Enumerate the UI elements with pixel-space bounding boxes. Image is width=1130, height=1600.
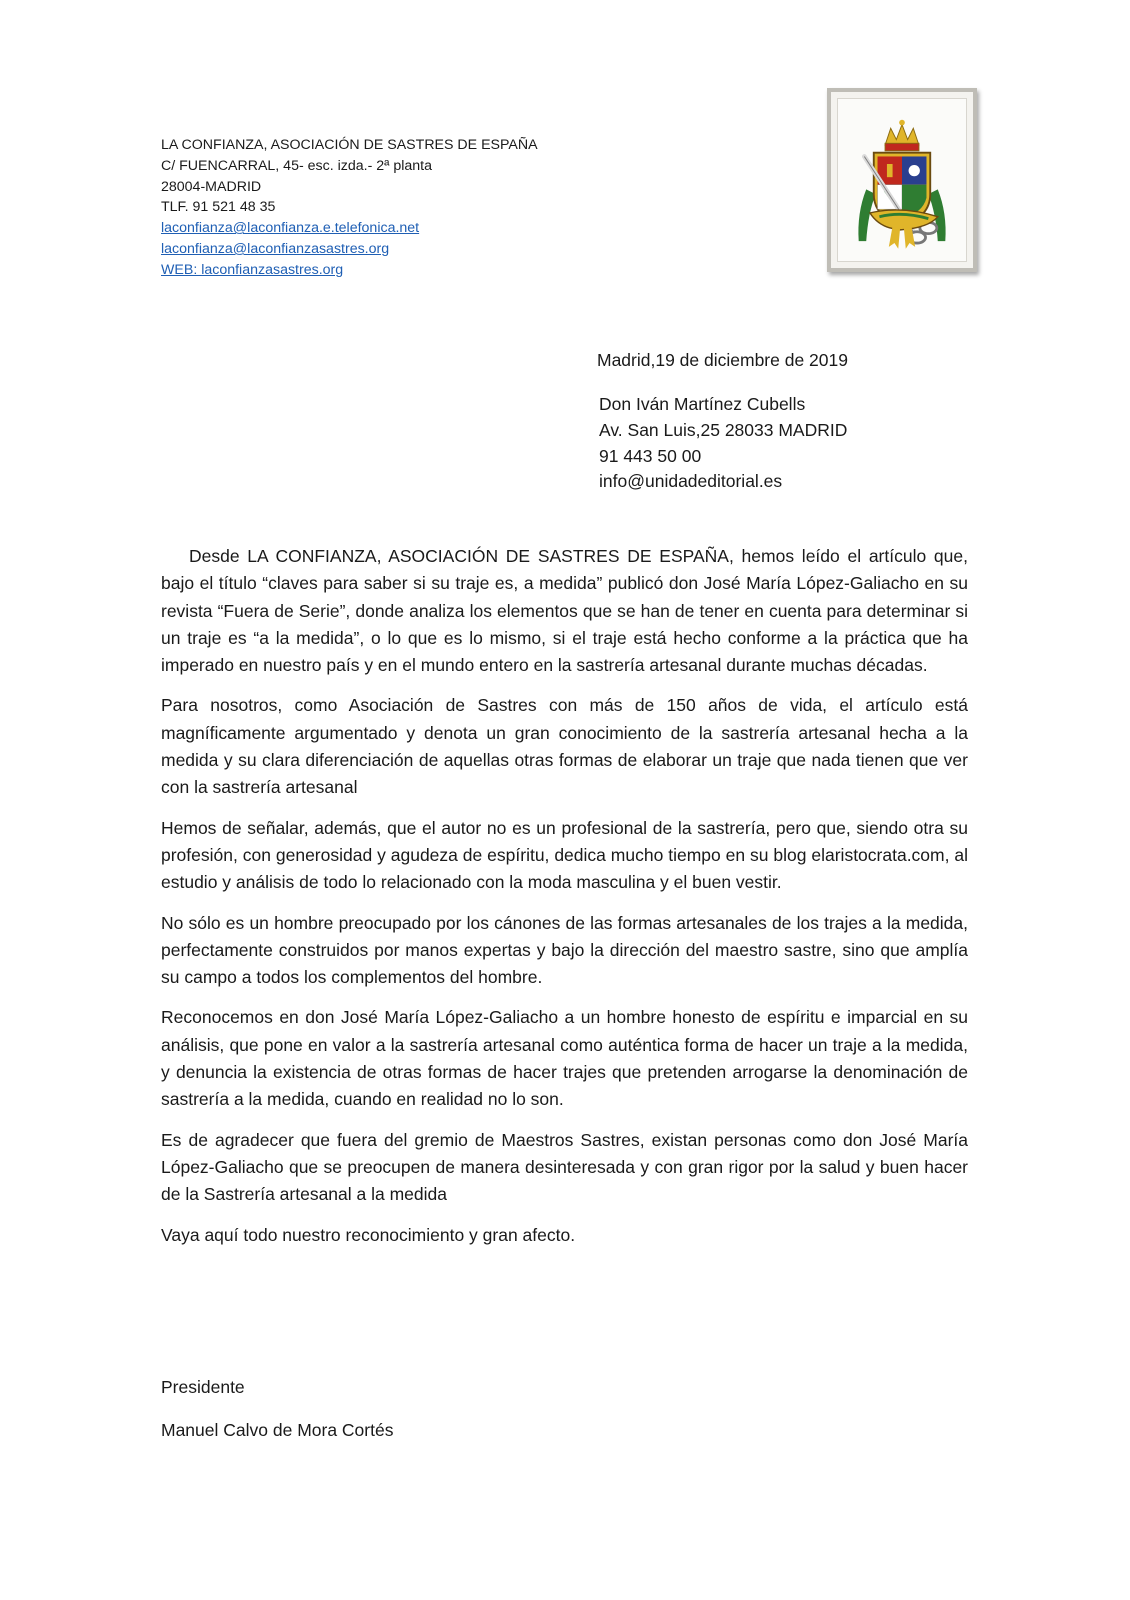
sender-web-link[interactable]: WEB: laconfianzasastres.org — [161, 261, 344, 278]
recipient-phone: 91 443 50 00 — [599, 445, 702, 466]
letter-body — [161, 543, 968, 1262]
body-paragraph: Para nosotros, como Asociación de Sastres con más de 150 años de vida, el artículo está magníficamente argumentado y denota un gran conocimiento de la sastrería artesanal hecha a la medida y su clara diferenciación de aquellas otras formas de elaborar un traje que nada tienen que ver con la sastrería artesanal — [161, 695, 968, 798]
emblem-frame — [827, 88, 977, 272]
body-paragraph: Es de agradecer que fuera del gremio de Maestros Sastres, existan personas como don José María López-Galiacho que se preocupen de manera desinteresada y con gran rigor por la salud y buen hacer de la Sastrería artesanal a la medida — [161, 1129, 968, 1205]
recipient-address: Av. San Luis,25 28033 MADRID — [599, 419, 848, 440]
recipient-block — [599, 392, 847, 495]
sender-city: 28004-MADRID — [161, 178, 262, 195]
body-paragraph: Reconocemos en don José María López-Galiacho a un hombre honesto de espíritu e imparcial en su análisis, que pone en valor a la sastrería artesanal como auténtica forma de hacer un traje a la medida, y denuncia la existencia de otras formas de hacer trajes que pretenden arrogarse la denominación de sastrería a la medida, cuando en realidad no lo son. — [161, 1007, 968, 1110]
body-paragraph: Hemos de señalar, además, que el autor no es un profesional de la sastrería, pero que, siendo otra su profesión, con generosidad y agudeza de espíritu, dedica mucho tiempo en su blog elaristocrata.com, al estudio y análisis de todo lo relacionado con la moda masculina y el buen vestir. — [161, 817, 968, 893]
sender-block — [161, 135, 538, 281]
body-paragraph: No sólo es un hombre preocupado por los cánones de las formas artesanales de los trajes a la medida, perfectamente construidos por manos expertas y bajo la dirección del maestro sastre, sino que amplía su campo a todos los complementos del hombre. — [161, 912, 968, 988]
body-paragraph: Desde LA CONFIANZA, ASOCIACIÓN DE SASTRES DE ESPAÑA, hemos leído el artículo que, bajo el título “claves para saber si su traje es, a medida” publicó don José María López-Galiacho en su revista “Fuera de Serie”, donde analiza los elementos que se han de tener en cuenta para determinar si un traje es “a la medida”, o lo que es lo mismo, si el traje está hecho conforme a la práctica que ha imperado en nuestro país y en el mundo entero en la sastrería artesanal durante muchas décadas. — [161, 546, 968, 676]
recipient-name: Don Iván Martínez Cubells — [599, 394, 806, 414]
body-paragraph: Vaya aquí todo nuestro reconocimiento y gran afecto. — [161, 1224, 576, 1245]
signatory-name: Manuel Calvo de Mora Cortés — [161, 1420, 394, 1440]
sender-address: C/ FUENCARRAL, 45- esc. izda.- 2ª planta — [161, 157, 432, 174]
sender-email-link-2[interactable]: laconfianza@laconfianzasastres.org — [161, 240, 390, 257]
sender-email-link-1[interactable]: laconfianza@laconfianza.e.telefonica.net — [161, 220, 420, 237]
letter-date: Madrid,19 de diciembre de 2019 — [597, 350, 848, 370]
sender-phone: TLF. 91 521 48 35 — [161, 199, 276, 216]
coat-of-arms-icon — [838, 99, 966, 261]
sender-name: LA CONFIANZA, ASOCIACIÓN DE SASTRES DE ESPAÑA — [161, 137, 538, 153]
recipient-email: info@unidadeditorial.es — [599, 471, 783, 492]
closing-title: Presidente — [161, 1377, 245, 1397]
